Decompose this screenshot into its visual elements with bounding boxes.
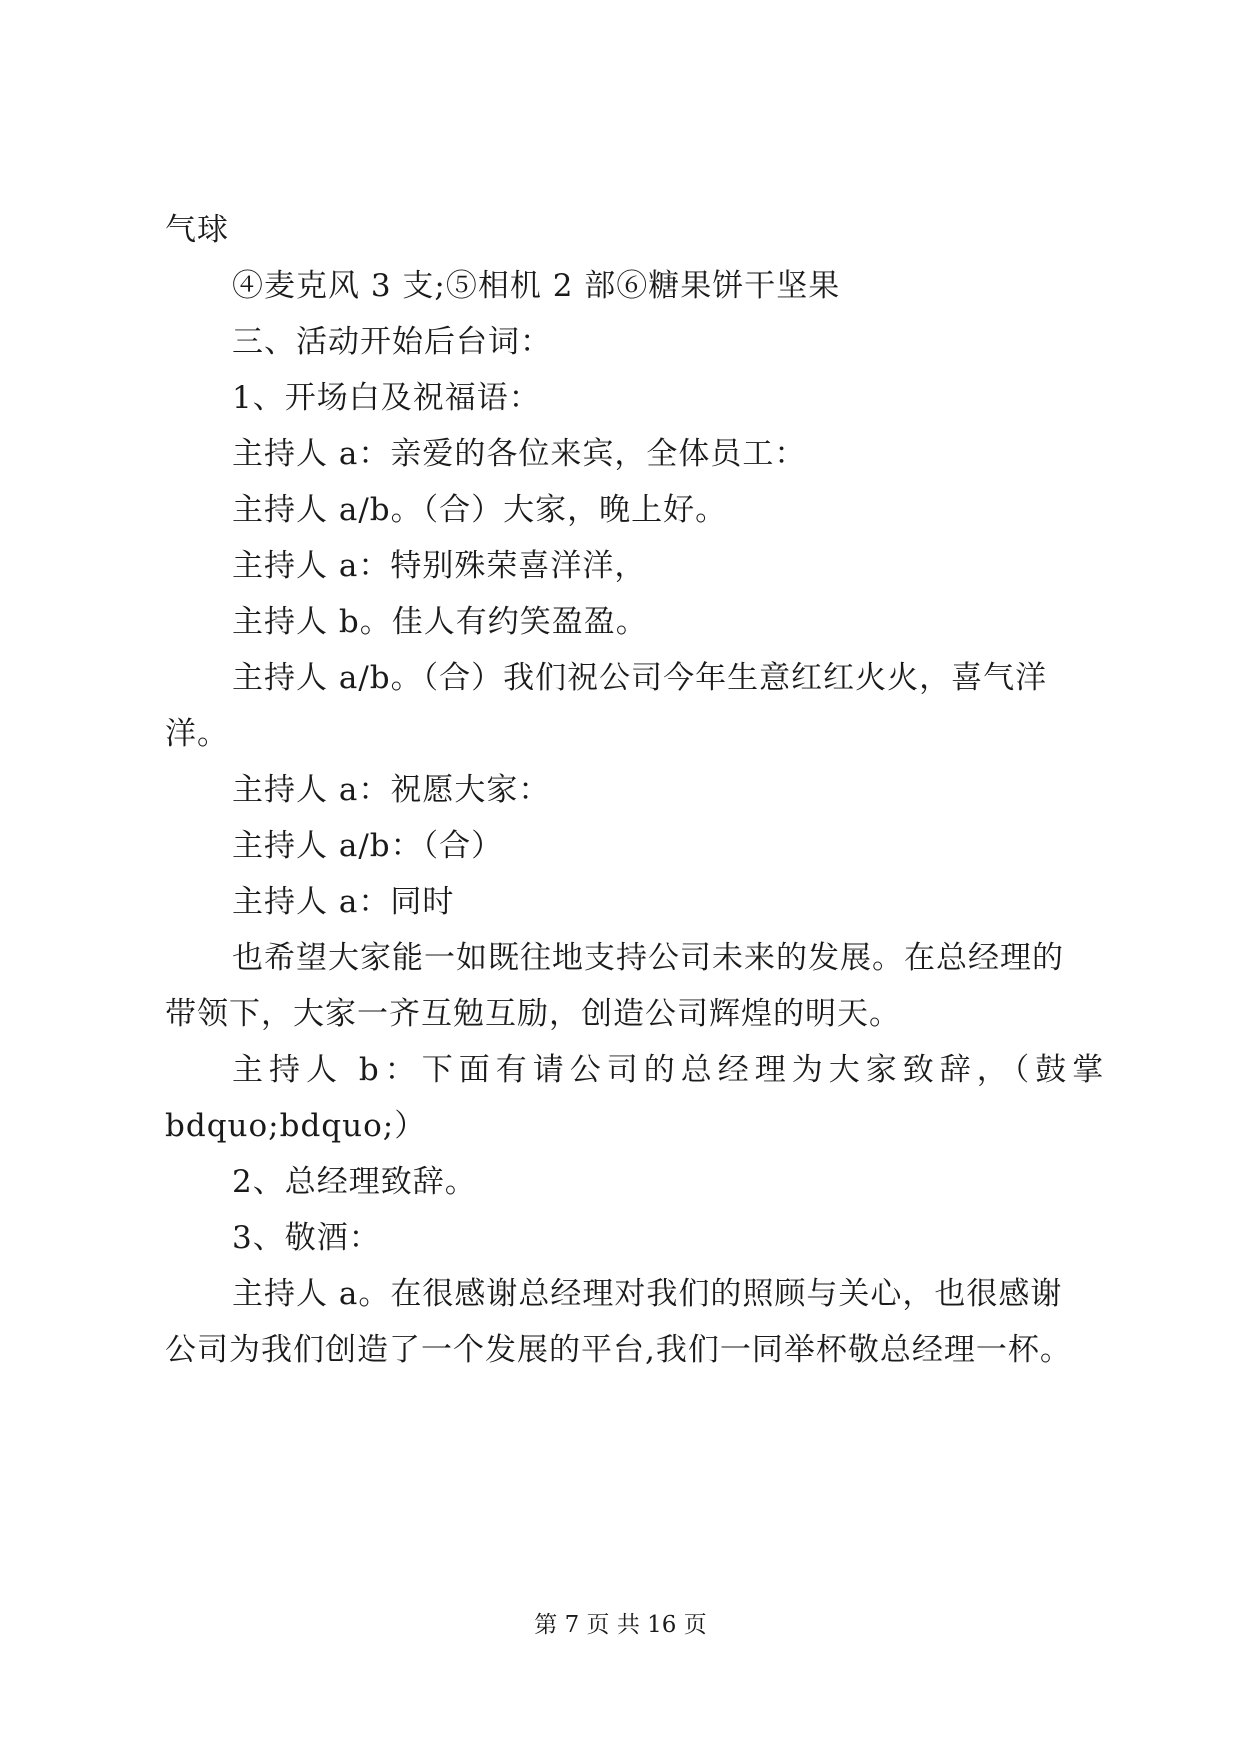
subsection-heading: 1、开场白及祝福语： — [232, 380, 541, 416]
text-line: 主持人 a：特别殊荣喜洋洋， — [232, 548, 647, 584]
section-heading: 三、活动开始后台词： — [232, 324, 552, 360]
text-line: 主持人 a：亲爱的各位来宾，全体员工： — [232, 436, 807, 472]
text-line: bdquo;bdquo;） — [165, 1108, 427, 1144]
text-line: 主持人 a：同时 — [232, 884, 455, 920]
text-line: 气球 — [165, 212, 229, 248]
text-line: 主持人 b。佳人有约笑盈盈。 — [232, 604, 648, 640]
text-line: 公司为我们创造了一个发展的平台,我们一同举杯敬总经理一杯。 — [165, 1332, 1072, 1368]
text-line: 也希望大家能一如既往地支持公司未来的发展。在总经理的 — [232, 940, 1064, 976]
text-line: 洋。 — [165, 716, 229, 752]
text-line: 主持人 a。在很感谢总经理对我们的照顾与关心，也很感谢 — [232, 1276, 1063, 1312]
text-line: 主持人 a/b。（合）大家，晚上好。 — [232, 492, 728, 528]
text-line: 主持人 a/b。（合）我们祝公司今年生意红红火火，喜气洋 — [232, 660, 1048, 696]
page-number-footer: 第 7 页 共 16 页 — [534, 1612, 707, 1638]
subsection-heading: 2、总经理致辞。 — [232, 1164, 477, 1200]
text-line: 带领下，大家一齐互勉互励，创造公司辉煌的明天。 — [165, 996, 901, 1032]
subsection-heading: 3、敬酒： — [232, 1220, 381, 1256]
text-line: 主持人 a/b：（合） — [232, 828, 504, 864]
text-line: 主持人 b：下面有请公司的总经理为大家致辞，（鼓掌 — [232, 1052, 1110, 1088]
text-line: 主持人 a：祝愿大家： — [232, 772, 551, 808]
text-line: ④麦克风 3 支;⑤相机 2 部⑥糖果饼干坚果 — [232, 268, 841, 304]
